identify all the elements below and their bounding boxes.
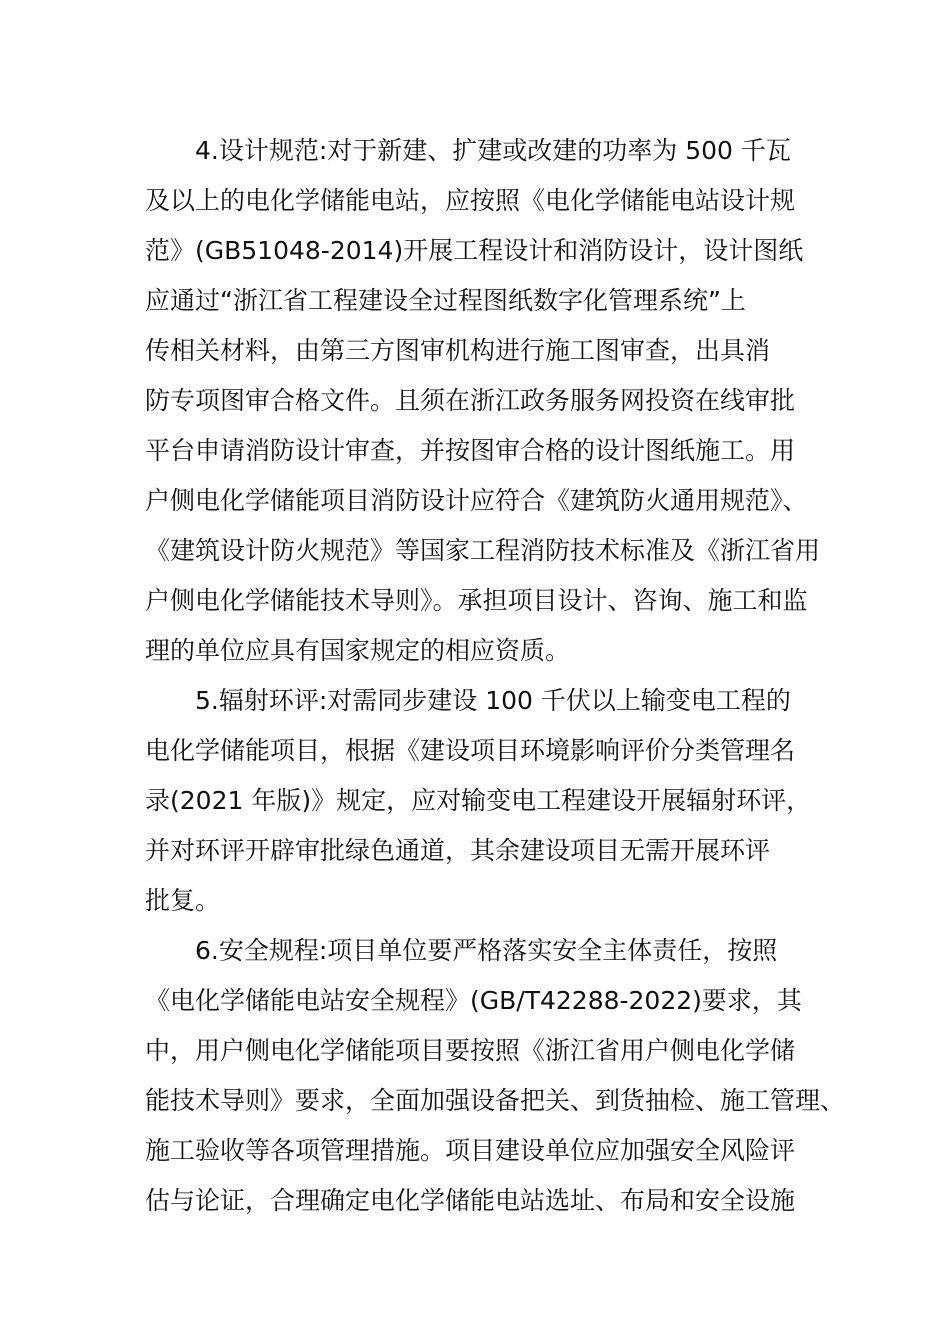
- text-line: 《电化学储能电站安全规程》(GB/T42288-2022)要求，其: [145, 986, 802, 1015]
- text-line: 中，用户侧电化学储能项目要按照《浙江省用户侧电化学储: [145, 1036, 796, 1065]
- paragraph-safety-rules: [145, 926, 846, 1226]
- text-line: 《建筑设计防火规范》等国家工程消防技术标准及《浙江省用: [145, 536, 821, 565]
- text-line: 并对环评开辟审批绿色通道，其余建设项目无需开展环评: [145, 836, 771, 865]
- text-line: 防专项图审合格文件。且须在浙江政务服务网投资在线审批: [145, 386, 796, 415]
- text-line: 及以上的电化学储能电站，应按照《电化学储能电站设计规: [145, 186, 796, 215]
- text-line: 能技术导则》要求，全面加强设备把关、到货抽检、施工管理、: [145, 1086, 846, 1115]
- text-line: 传相关材料，由第三方图审机构进行施工图审查，出具消: [145, 336, 771, 365]
- text-line: 应通过“浙江省工程建设全过程图纸数字化管理系统”上: [145, 286, 746, 315]
- text-line: 平台申请消防设计审查，并按图审合格的设计图纸施工。用: [145, 436, 796, 465]
- text-line: 6.安全规程:项目单位要严格落实安全主体责任，按照: [195, 936, 778, 965]
- text-line: 批复。: [145, 886, 221, 915]
- text-line: 5.辐射环评:对需同步建设 100 千伏以上输变电工程的: [195, 686, 791, 715]
- paragraph-radiation-eia: [145, 676, 810, 926]
- text-line: 理的单位应具有国家规定的相应资质。: [145, 636, 571, 665]
- text-line: 电化学储能项目，根据《建设项目环境影响评价分类管理名: [145, 736, 796, 765]
- text-line: 施工验收等各项管理措施。项目建设单位应加强安全风险评: [145, 1136, 796, 1165]
- paragraph-design-code: [145, 126, 821, 676]
- text-line: 户侧电化学储能项目消防设计应符合《建筑防火通用规范》、: [145, 486, 808, 515]
- document-body: [145, 126, 846, 1226]
- text-line: 录(2021 年版)》规定，应对输变电工程建设开展辐射环评，: [145, 786, 812, 815]
- text-line: 估与论证，合理确定电化学储能电站选址、布局和安全设施: [145, 1186, 796, 1215]
- text-line: 户侧电化学储能技术导则》。承担项目设计、咨询、施工和监: [145, 586, 808, 615]
- text-line: 4.设计规范:对于新建、扩建或改建的功率为 500 千瓦: [195, 136, 791, 165]
- text-line: 范》(GB51048-2014)开展工程设计和消防设计，设计图纸: [145, 236, 804, 265]
